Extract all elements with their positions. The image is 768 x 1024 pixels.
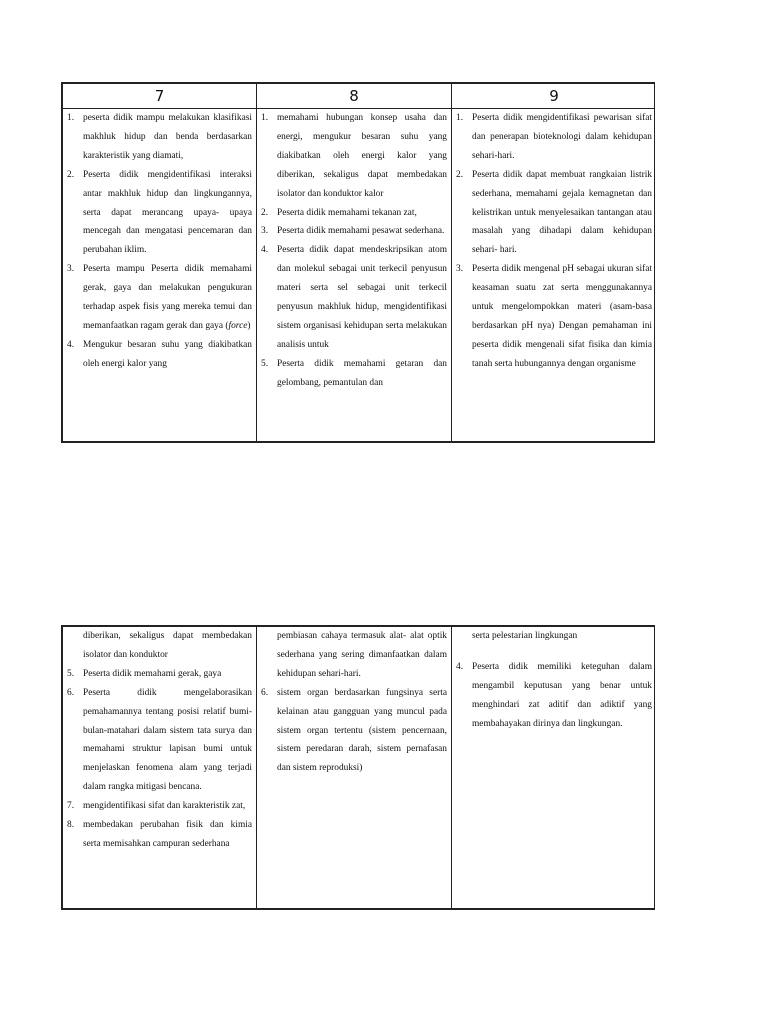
list-item-number: 3. (261, 226, 269, 237)
list-item-number: 5. (261, 358, 269, 369)
table-body-row (63, 109, 656, 442)
list-item (452, 627, 655, 646)
list-item-text: Peserta didik memahami gerak, gaya (83, 668, 222, 679)
list-item-number: 4. (261, 245, 269, 256)
list-item-text: Peserta didik mengidentifikasi interaksi antar makhluk hidup dan lingkungannya, serta dapat merancang upaya- upaya mencegah dan mengatasi pencemaran dan perubahan iklim. (83, 169, 252, 256)
list-item (63, 336, 256, 374)
list-item (257, 355, 451, 393)
list-item-number: 1. (67, 113, 75, 123)
list-item-text: Peserta didik memiliki keteguhan dalam mengambil keputusan yang benar untuk menghindari zat aditif dan adiktif yang membahayakan dirinya dan lingkungan. (472, 661, 652, 729)
list-item-number: 4. (67, 339, 75, 350)
list-item-number: 2. (456, 169, 464, 180)
list-item-text: Mengukur besaran suhu yang diakibatkan oleh energi kalor yang (83, 339, 252, 369)
grade-7-list (63, 109, 256, 374)
grade-9-list-continued (452, 627, 655, 734)
list-item-text: peserta didik mampu melakukan klasifikasi makhluk hidup dan benda berdasarkan karakteristik yang diamati, (83, 113, 252, 161)
list-item-text: Peserta didik memahami tekanan zat, (277, 207, 417, 218)
list-item (452, 260, 655, 373)
grade-7-list-continued (63, 627, 256, 854)
grade-8-list-continued (257, 627, 451, 778)
list-item (63, 797, 256, 816)
grade-9-cell (452, 109, 656, 442)
list-item-text: sistem organ berdasarkan fungsinya serta kelainan atau gangguan yang muncul pada sistem organ tertentu (sistem pencernaan, sistem peredaran darah, sistem pernafasan dan sistem reproduksi) (277, 687, 447, 774)
list-item (63, 684, 256, 797)
list-item-number: 6. (67, 687, 75, 698)
list-item-number: 1. (456, 113, 464, 123)
competency-table-top (61, 82, 655, 443)
list-item-text: pembiasan cahaya termasuk alat- alat optik sederhana yang sering dimanfaatkan dalam kehidupan sehari-hari. (277, 631, 447, 679)
table-header-row (63, 84, 656, 109)
table-top-grid (62, 83, 655, 442)
table-bottom-grid (62, 626, 655, 909)
list-item (452, 109, 655, 166)
list-item (257, 241, 451, 354)
list-item (257, 222, 451, 241)
list-item-number: 5. (67, 668, 75, 679)
grade-7-cell (63, 109, 257, 442)
list-item-text: diberikan, sekaligus dapat membedakan isolator dan konduktor (83, 631, 252, 660)
list-item (257, 627, 451, 684)
list-item (63, 166, 256, 261)
list-item-text: Peserta didik mengenal pH sebagai ukuran sifat keasaman suatu zat serta menggunakannya untuk mengelompokkan materi (asam-basa berdasarkan pH nya) Dengan pemahaman ini peserta didik mengenali sifat fisika dan kimia tanah serta hubungannya dengan organisme (472, 264, 652, 369)
list-item-text: Peserta didik dapat mendeskripsikan atom dan molekul sebagai unit terkecil penyusun materi serta sel sebagai unit terkecil penyusun makhluk hidup, mengidentifikasi sistem organisasi kehidupan serta melakukan analisis untuk (277, 245, 447, 350)
list-item-text: Peserta didik memahami pesawat sederhana. (277, 226, 445, 237)
list-item-number: 3. (67, 264, 75, 275)
table-body-row (63, 627, 656, 909)
list-item-number: 4. (456, 661, 464, 672)
list-item (257, 109, 451, 204)
list-item (257, 684, 451, 779)
list-item-text: mengidentifikasi sifat dan karakteristik zat, (83, 801, 246, 812)
list-item-text: Peserta didik mengidentifikasi pewarisan sifat dan penerapan bioteknologi dalam kehidupan sehari-hari. (472, 113, 652, 161)
grade-7-header: 7 (63, 84, 257, 109)
list-item-text: Peserta didik memahami getaran dan gelombang, pemantulan dan (277, 358, 447, 388)
list-item-text: memahami hubungan konsep usaha dan energi, mengukur besaran suhu yang diakibatkan oleh energi kalor yang diberikan, sekaligus dapat membedakan isolator dan konduktor kalor (277, 113, 447, 199)
list-item (63, 627, 256, 665)
list-item-number: 1. (261, 113, 269, 123)
grade-8-list (257, 109, 451, 393)
list-item (452, 166, 655, 261)
grade-8-cell-continued (257, 627, 452, 909)
grade-9-list (452, 109, 655, 374)
list-item-text: Peserta didik dapat membuat rangkaian listrik sederhana, memahami gejala kemagnetan dan kelistrikan untuk menyelesaikan tantangan atau masalah yang dihadapi dalam kehidupan sehari- hari. (472, 169, 652, 256)
list-item-text: serta pelestarian lingkungan (472, 631, 578, 641)
list-item (63, 109, 256, 166)
grade-9-cell-continued (452, 627, 656, 909)
list-item-number: 2. (261, 207, 269, 218)
list-item-text: Peserta mampu Peserta didik memahami gerak, gaya dan melakukan pengukuran terhadap aspek fisis yang mereka temui dan memanfaatkan ragam gerak dan gaya (force) (83, 264, 252, 331)
list-item (257, 204, 451, 223)
list-item (452, 658, 655, 734)
list-item-number: 7. (67, 801, 75, 812)
list-item (63, 260, 256, 336)
emphasis-force: force (228, 320, 248, 331)
list-item-text: Peserta didik mengelaborasikan pemahamannya tentang posisi relatif bumi-bulan-matahari dalam sistem tata surya dan memahami struktur lapisan bumi untuk menjelaskan fenomena alam yang terjadi dalam rangka mitigasi bencana. (83, 687, 252, 793)
list-item (63, 816, 256, 854)
list-item-number: 2. (67, 169, 75, 180)
grade-8-cell (257, 109, 452, 442)
list-item-number: 3. (456, 264, 464, 275)
grade-9-header: 9 (452, 84, 656, 109)
competency-table-bottom (61, 625, 655, 910)
grade-8-header: 8 (257, 84, 452, 109)
grade-7-cell-continued (63, 627, 257, 909)
list-item (63, 665, 256, 684)
list-item-number: 8. (67, 820, 75, 831)
list-item-number: 6. (261, 687, 269, 698)
list-item-text: membedakan perubahan fisik dan kimia serta memisahkan campuran sederhana (83, 820, 252, 849)
